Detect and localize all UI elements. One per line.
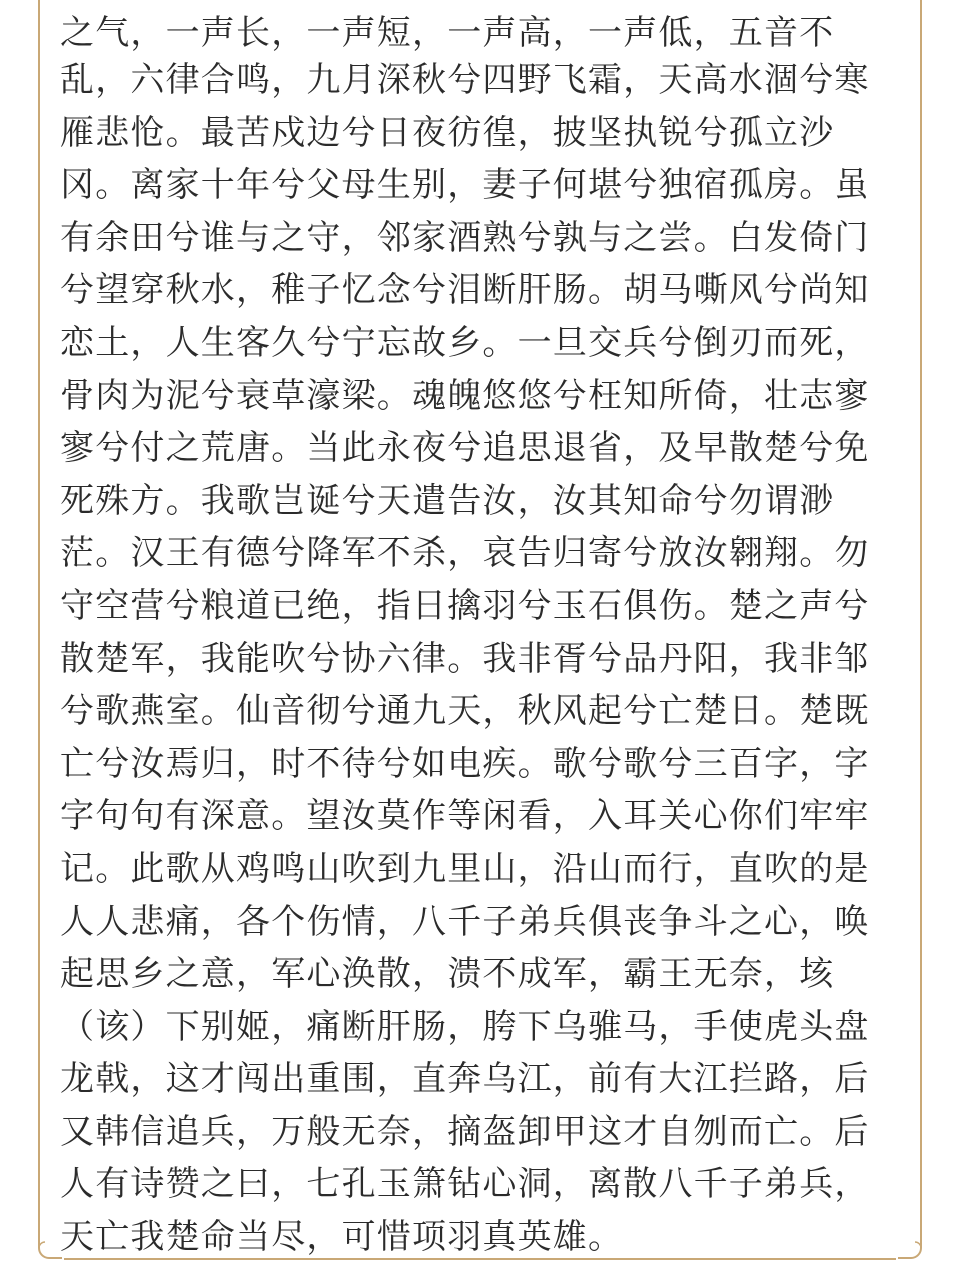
article-body	[60, 12, 900, 1264]
text-line: 字句句有深意。望汝莫作等闲看，入耳关心你们牢牢	[60, 796, 870, 837]
text-line: 寥兮付之荒唐。当此永夜兮追思退省，及早散楚兮免	[60, 428, 870, 469]
text-line: 又韩信追兵，万般无奈，摘盔卸甲这才自刎而亡。后	[60, 1111, 870, 1152]
text-line: 龙戟，这才闯出重围，直奔乌江，前有大江拦路，后	[60, 1059, 870, 1100]
text-line: 骨肉为泥兮衰草濠梁。魂魄悠悠兮枉知所倚，壮志寥	[60, 375, 870, 416]
text-line: 有余田兮谁与之守，邻家酒熟兮孰与之尝。白发倚门	[60, 217, 870, 258]
text-line: 亡兮汝焉归，时不待兮如电疾。歌兮歌兮三百字，字	[60, 743, 870, 784]
corner-ornament-icon	[30, 1232, 62, 1264]
text-line: 兮歌燕室。仙音彻兮通九天，秋风起兮亡楚日。楚既	[60, 691, 870, 732]
text-line: 恋土，人生客久兮宁忘故乡。一旦交兵兮倒刃而死，	[60, 322, 870, 363]
text-line: 之气，一声长，一声短，一声高，一声低，五音不	[60, 13, 835, 53]
text-line: 冈。离家十年兮父母生别，妻子何堪兮独宿孤房。虽	[60, 165, 870, 206]
text-line: 乱，六律合鸣，九月深秋兮四野飞霜，天高水涸兮寒	[60, 60, 870, 100]
text-line: 守空营兮粮道已绝，指日擒羽兮玉石俱伤。楚之声兮	[60, 585, 870, 626]
text-line: 死殊方。我歌岂诞兮天遣告汝，汝其知命兮勿谓渺	[60, 480, 835, 521]
corner-ornament-icon	[898, 1232, 930, 1264]
text-line: 人人悲痛，各个伤情，八千子弟兵俱丧争斗之心，唤	[60, 901, 870, 942]
text-line: 茫。汉王有德兮降军不杀，哀告归寄兮放汝翱翔。勿	[60, 533, 870, 574]
text-line: （该）下别姬，痛断肝肠，胯下乌骓马，手使虎头盘	[60, 1006, 870, 1047]
text-line: 起思乡之意，军心涣散，溃不成军，霸王无奈，垓	[60, 954, 835, 995]
text-line: 兮望穿秋水，稚子忆念兮泪断肝肠。胡马嘶风兮尚知	[60, 270, 870, 311]
text-line: 散楚军，我能吹兮协六律。我非胥兮品丹阳，我非邹	[60, 638, 870, 679]
text-line: 人有诗赞之曰，七孔玉箫钻心洞，离散八千子弟兵，	[60, 1164, 870, 1205]
text-line: 记。此歌从鸡鸣山吹到九里山，沿山而行，直吹的是	[60, 848, 870, 889]
text-line: 天亡我楚命当尽，可惜项羽真英雄。	[60, 1217, 624, 1258]
frame-right-border	[920, 0, 922, 1236]
frame-left-border	[38, 0, 40, 1236]
text-line: 雁悲怆。最苦戍边兮日夜彷徨，披坚执锐兮孤立沙	[60, 112, 835, 153]
